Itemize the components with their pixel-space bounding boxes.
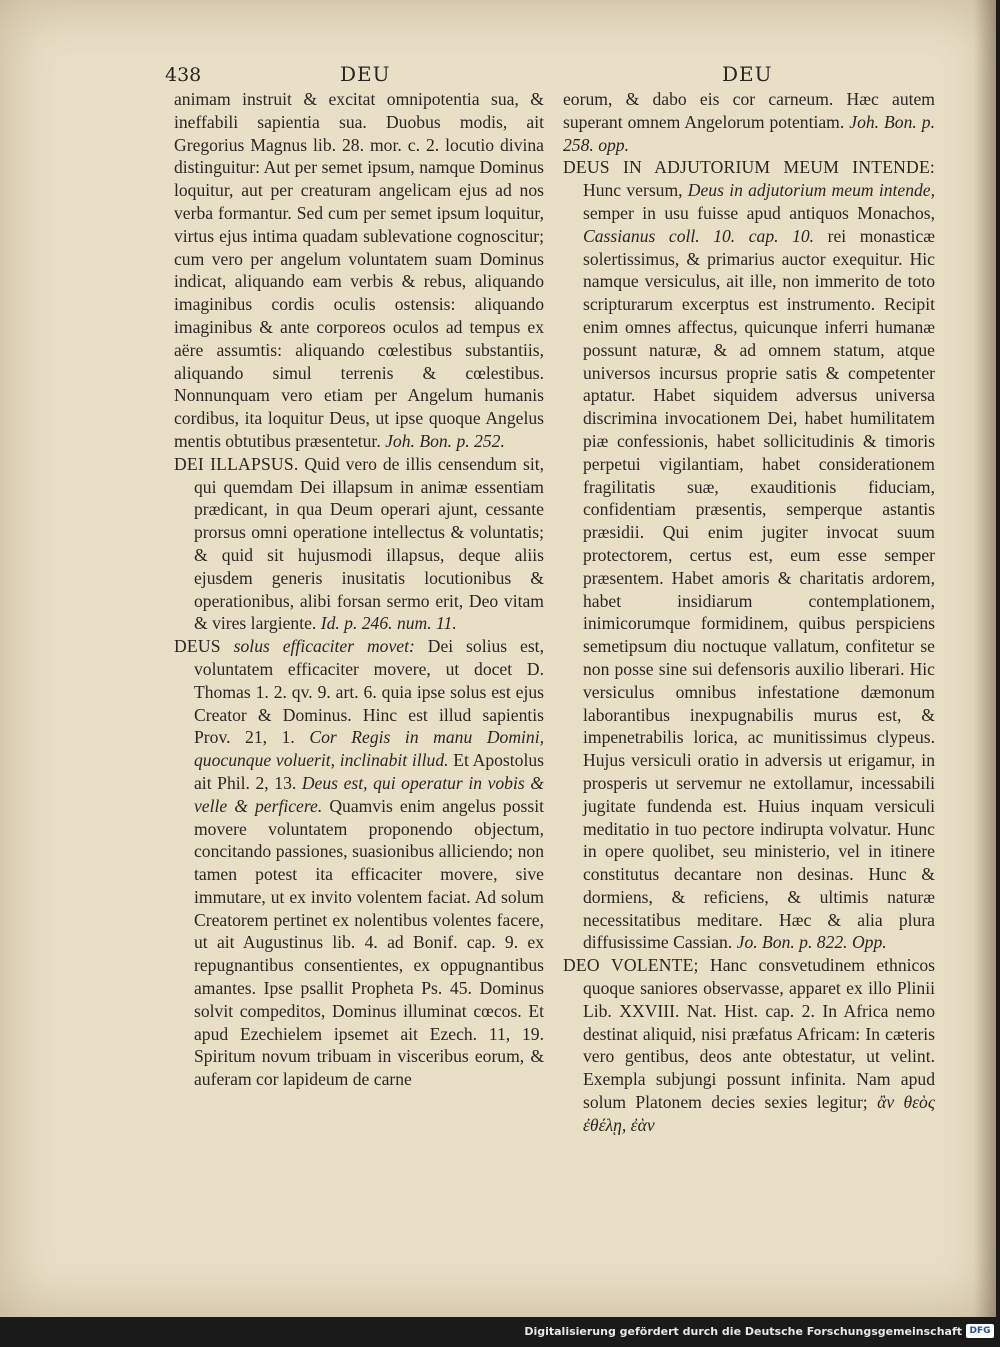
entry-text: Hunc versum, [583, 180, 683, 201]
entry-dei-illapsus [174, 453, 544, 635]
entry-deus-solus [174, 635, 544, 1091]
entry-text: Dei solius est, voluntatem efficaciter movere, ut docet D. Thomas 1. 2. qv. 9. art. 6. quia ipse solus est ejus Creator & Dominus. Hinc est illud sapientis Prov. 21, 1. [194, 636, 544, 748]
right-column [563, 88, 935, 1137]
entry-text: semper in usu fuisse apud antiquos Monachos, [583, 202, 935, 223]
page-edge-shadow [974, 0, 996, 1317]
greek-quote: ἂν θεὸς ἐθέλῃ, ἐὰν [583, 1092, 935, 1135]
entry-lemma: DEI ILLAPSUS. [174, 453, 299, 474]
entry-quote: Cor Regis in manu Domini, quocunque voluerit, inclinabit illud. [194, 727, 544, 771]
entry-quote: Deus in adjutorium meum intende, [687, 180, 935, 201]
entry-reference: Jo. Bon. p. 822. Opp. [736, 932, 887, 953]
entry-text: eorum, & dabo eis cor carneum. Hæc autem superant omnem Angelorum potentiam. [563, 89, 935, 132]
entry-lemma-italic: solus efficaciter movet: [233, 636, 415, 657]
entry-lemma: DEUS IN ADJUTORIUM MEUM INTENDE: [563, 157, 935, 178]
entry-quote: Deus est, qui operatur in vobis & velle & perficere. [194, 772, 544, 816]
entry-text: Quamvis enim angelus possit movere voluntatem proponendo objectum, concitando passiones, suasionibus alliciendo; non tamen potest ita efficaciter movere, sive immutare, ut ex invito volentem faciat. Ad solum Creatorem pertinet ex nolentibus volentes facere, ut ait Augustinus lib. 4. ad Bonif. cap. 9. ex repugnantibus consentientes, ex oppugnantibus amantes. Ipse psallit Propheta Ps. 45. Dominus solvit compeditos, Dominus illuminat cœcos. Et apud Ezechielem ipsemet ait Ezech. 11, 19. Spiritum novum tribuam in visceribus eorum, & auferam cor lapideum de carne [194, 795, 544, 1090]
entry-deo-volente [563, 954, 935, 1136]
running-head-left: DEU [340, 62, 391, 86]
entry-text: Hanc consvetudinem ethnicos quoque saniores observasse, apparet ex illo Plinii Lib. XXVIII. Nat. Hist. cap. 2. In Africa nemo destinat aliquid, nisi præfatus Africam: In cæteris vero gentibus, deos ante obtestatur, ut velint. Exempla subjungi possunt infinita. Nam apud solum Platonem decies sexies legitur; [583, 955, 935, 1113]
page-number: 438 [165, 64, 202, 86]
funding-credit: Digitalisierung gefördert durch die Deutsche Forschungsgemeinschaft [524, 1325, 962, 1338]
entry-continuation [563, 88, 935, 156]
running-head-right: DEU [722, 62, 773, 86]
entry-text: Et Apostolus ait Phil. 2, 13. [194, 750, 545, 793]
entry-reference: Joh. Bon. p. 252. [385, 430, 505, 451]
entry-text: animam instruit & excitat omnipotentia sua, & ineffabili sapientia sua. Duobus modis, ait Gregorius Magnus lib. 28. mor. c. 2. locutio divina distinguitur: Aut per semet ipsum, namque Dominus loquitur, aut per creaturam angelicam ejus ad nos verba formantur. Sed cum per semet ipsum loquitur, virtus ejus intima quadam sublevatione cognoscitur; cum vero per angelum voluntatem suam Dominus indicat, aliquando eam verbis & rebus, aliquando imaginibus cordis oculis ostensis: aliquando imaginibus & ante corporeos oculos ad tempus ex aëre assumtis: aliquando cœlestibus substantiis, aliquando simul terrenis & cœlestibus. Nonnunquam vero etiam per Angelum humanis cordibus, ita loquitur Deus, ut ipse quoque Angelus mentis obtutibus præsentetur. [174, 89, 544, 451]
entry-text: Quid vero de illis censendum sit, qui quemdam Dei illapsum in animæ essentiam prædicant, in qua Deum operari ajunt, cessante prorsus omni operatione intellectus & voluntatis; & quid sit hujusmodi illapsus, deque aliis ejusdem generis inusitatis locutionibus & operationibus, alibi forsan sermo erit, Deo vitam & vires largiente. [194, 453, 544, 634]
page-header [165, 62, 773, 88]
entry-continuation [174, 88, 544, 453]
footer-bar [0, 1317, 1000, 1347]
dfg-logo-icon: DFG [966, 1324, 994, 1338]
entry-lemma: DEUS [174, 636, 221, 657]
entry-lemma: DEO VOLENTE; [563, 955, 699, 976]
entry-reference: Joh. Bon. p. 258. opp. [563, 111, 935, 155]
entry-text: rei monasticæ solertissimus, & primarius auctor exequitur. Hic namque versiculus, ait ille, non immerito de toto scripturarum excerptus est instrumento. Recipit enim omnes affectus, quicunque inferri humanæ possunt naturæ, & ad omnem statum, atque universos incursus proprie satis & competenter aptatur. Habet siquidem adversus universa discrimina invocationem Dei, habet humilitatem piæ confessionis, habet sollicitudinis & timoris perpetui vigilantiam, habet considerationem fragilitatis suæ, exauditionis fiduciam, confidentiam præsentis, semperque astantis præsidii. Qui enim jugiter invocat suum protectorem, certus est, eum esse semper præsentem. Habet amoris & charitatis ardorem, habet insidiarum contemplationem, inimicorumque formidinem, quibus perspiciens semetipsum diu noctuque vallatum, confitetur se non posse sine sui defensoris auxilio liberari. Hic versiculus omnibus infestatione dæmonum laborantibus inexpugnabilis murus est, & impenetrabilis lorica, ac munitissimus clypeus. Hujus versiculi oratio in adversis ut erigamur, in prosperis ut servemur ne extollamur, incessabili jugitate fundenda est. Huius inquam versiculi meditatio in tuo pectore indirupta volvatur. Hunc in opere quolibet, seu ministerio, vel in itinere constitutus decantare non desinas. Hunc & dormiens, & reficiens, & ultimis naturæ necessitatibus meditare. Hæc & alia plura diffusissime Cassian. [583, 225, 935, 953]
entry-deus-in-adjutorium [563, 156, 935, 954]
left-column [174, 88, 544, 1091]
entry-reference: Cassianus coll. 10. cap. 10. [583, 225, 815, 246]
entry-reference: Id. p. 246. num. 11. [320, 613, 457, 634]
